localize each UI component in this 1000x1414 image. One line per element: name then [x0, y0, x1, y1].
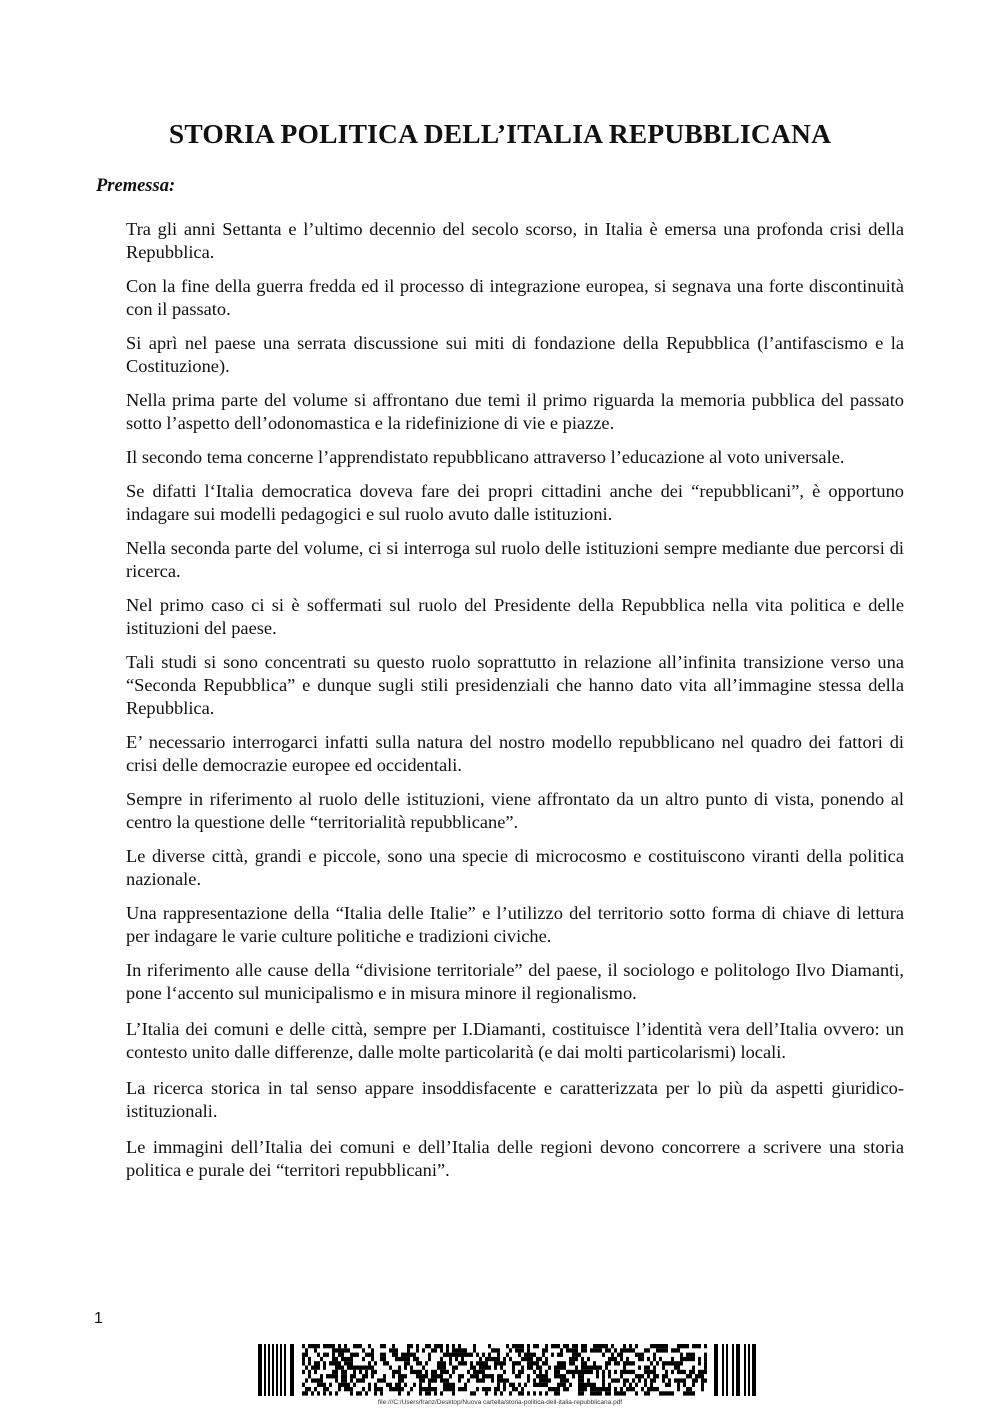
- body-text: [126, 218, 904, 1193]
- paragraph: Sempre in riferimento al ruolo delle istituzioni, viene affrontato da un altro punto di vista, ponendo al centro la questione delle “territorialità repubblicane”.: [126, 789, 904, 832]
- file-path: file:///C:/Users/franz/Desktop/Nuova cartella/storia-politica-dell-italia-repubblicana.pdf: [377, 1399, 623, 1406]
- paragraph: Le diverse città, grandi e piccole, sono una specie di microcosmo e costituiscono viranti della politica nazionale.: [126, 846, 904, 889]
- paragraph: Nella seconda parte del volume, ci si interroga sul ruolo delle istituzioni sempre mediante due percorsi di ricerca.: [126, 538, 904, 581]
- paragraph: In riferimento alle cause della “divisione territoriale” del paese, il sociologo e politologo Ilvo Diamanti, pone l‘accento sul municipalismo e in misura minore il regionalismo.: [126, 960, 904, 1003]
- section-heading: Premessa:: [96, 176, 176, 196]
- paragraph: L’Italia dei comuni e delle città, sempre per I.Diamanti, costituisce l’identità vera dell’Italia ovvero: un contesto unito dalle differenze, dalle molte particolarità (e dai molti particolarismi) locali.: [126, 1019, 904, 1062]
- paragraph: Si aprì nel paese una serrata discussione sui miti di fondazione della Repubblica (l’antifascismo e la Costituzione).: [126, 333, 904, 376]
- paragraph: Nella prima parte del volume si affrontano due temi il primo riguarda la memoria pubblica del passato sotto l’aspetto dell’odonomastica e la ridefinizione di vie e piazze.: [126, 390, 904, 433]
- page-number: 1: [94, 1310, 103, 1327]
- paragraph: Il secondo tema concerne l’apprendistato repubblicano attraverso l’educazione al voto universale.: [126, 447, 845, 467]
- page-title: STORIA POLITICA DELL’ITALIA REPUBBLICANA: [168, 118, 832, 149]
- paragraph: E’ necessario interrogarci infatti sulla natura del nostro modello repubblicano nel quadro dei fattori di crisi delle democrazie europee ed occidentali.: [126, 732, 904, 775]
- paragraph: Nel primo caso ci si è soffermati sul ruolo del Presidente della Repubblica nella vita politica e delle istituzioni del paese.: [126, 595, 904, 638]
- paragraph: La ricerca storica in tal senso appare insoddisfacente e caratterizzata per lo più da aspetti giuridico-istituzionali.: [126, 1078, 904, 1121]
- paragraph: Tra gli anni Settanta e l’ultimo decennio del secolo scorso, in Italia è emersa una profonda crisi della Repubblica.: [126, 219, 904, 262]
- paragraph: Le immagini dell’Italia dei comuni e dell’Italia delle regioni devono concorrere a scrivere una storia politica e purale dei “territori repubblicani”.: [126, 1137, 904, 1180]
- paragraph: Tali studi si sono concentrati su questo ruolo soprattutto in relazione all’infinita transizione verso una “Seconda Repubblica” e dunque sugli stili presidenziali che hanno dato vita all’immagine stessa della Repubblica.: [126, 652, 904, 718]
- paragraph: Una rappresentazione della “Italia delle Italie” e l’utilizzo del territorio sotto forma di chiave di lettura per indagare le varie culture politiche e tradizioni civiche.: [126, 903, 904, 946]
- barcode: [258, 1344, 756, 1396]
- paragraph: Se difatti l‘Italia democratica doveva fare dei propri cittadini anche dei “repubblicani”, è opportuno indagare sui modelli pedagogici e sul ruolo avuto dalle istituzioni.: [126, 481, 904, 524]
- paragraph: Con la fine della guerra fredda ed il processo di integrazione europea, si segnava una forte discontinuità con il passato.: [126, 276, 904, 319]
